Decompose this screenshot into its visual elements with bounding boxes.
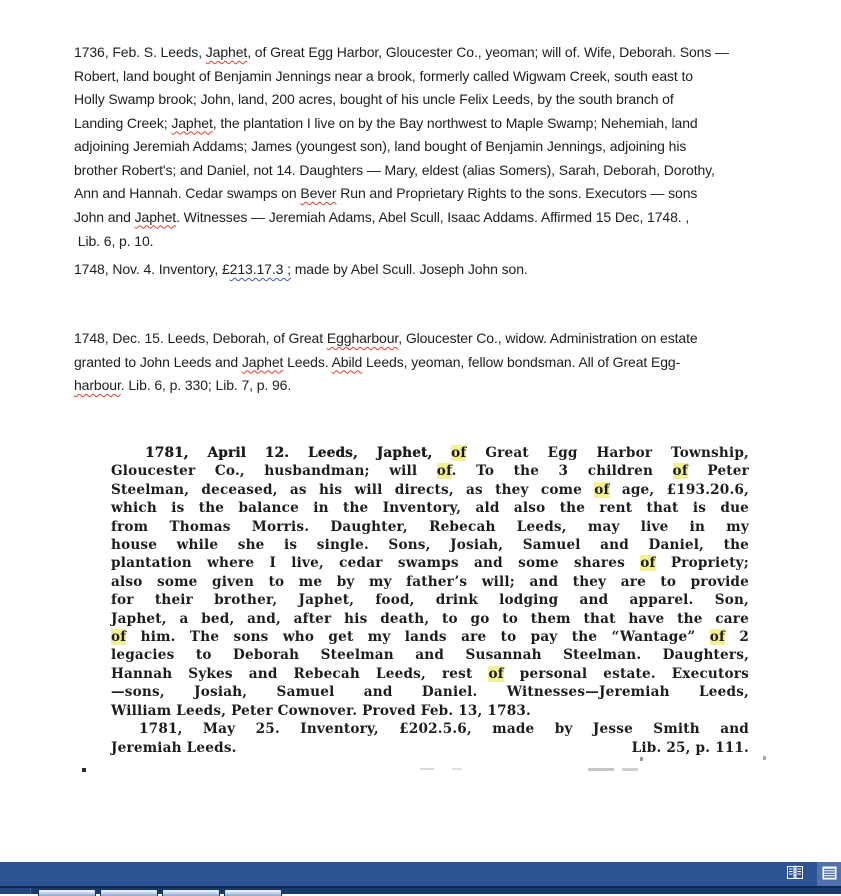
search-hit-of: of: [436, 463, 452, 480]
document-text-line: [74, 41, 774, 65]
text-run: Lib. 6, p. 10.: [74, 233, 154, 249]
entry-1736-will: [74, 41, 774, 229]
document-text-line: [74, 182, 774, 206]
text-run: Robert, land bought of Benjamin Jennings near a brook, formerly called Wigwam Creek, south east to: [74, 67, 693, 84]
entry-lib-ref: [74, 230, 774, 254]
text-run: —sons, Josiah, Samuel and Daniel. Witnesses—Jeremiah Leeds,: [111, 684, 749, 701]
taskbar-button[interactable]: [162, 889, 220, 896]
document-text-line: [74, 374, 774, 398]
text-run: granted to John Leeds and: [74, 353, 242, 370]
taskbar: [0, 888, 841, 894]
scan-text-line: [111, 536, 749, 554]
text-run: adjoining Jeremiah Addams; James (youngest son), land bought of Benjamin Jennings, adjoining his: [74, 138, 687, 154]
text-run: . To the 3 children: [451, 463, 673, 480]
scan-text-line: [111, 518, 749, 536]
text-run: Ann and Hannah. Cedar swamps on: [74, 185, 301, 201]
text-run: also some given to me by my father’s will; and they are to provide: [111, 573, 749, 590]
scanned-book-excerpt[interactable]: [111, 444, 749, 757]
text-run: personal estate. Executors: [503, 665, 749, 682]
entry-1748-administration: [74, 327, 774, 398]
text-run: 1781, April 12.: [145, 445, 308, 461]
search-hit-of: of: [451, 445, 467, 461]
text-run: Gloucester Co., husbandman; will: [111, 463, 437, 480]
scan-text-line: [111, 554, 749, 572]
text-run: Leeds.: [283, 353, 332, 370]
text-run: 1781, May 25. Inventory, £202.5.6, made by Jesse Smith and: [139, 721, 749, 738]
scan-line-left: [111, 739, 237, 757]
text-run: 1748, Dec. 15. Leeds, Deborah, of Great: [74, 330, 327, 346]
spellcheck-flagged-word: Eggharbour: [326, 330, 399, 346]
spellcheck-flagged-word: Japhet: [171, 114, 213, 131]
taskbar-button[interactable]: [38, 889, 96, 896]
text-run: Jeremiah Leeds.: [111, 739, 237, 756]
scan-speck: [588, 768, 614, 771]
scan-speck: [452, 768, 462, 770]
scan-text-line: [111, 610, 749, 628]
search-hit-of: of: [709, 629, 726, 646]
text-run: Holly Swamp brook; John, land, 200 acres, bought of his uncle Felix Leeds, by the south branch of: [74, 91, 674, 107]
text-run: Propriety;: [655, 555, 750, 572]
document-text-line: [74, 258, 774, 282]
entry-1748-inventory: [74, 258, 774, 282]
text-run: 2: [725, 629, 749, 646]
scan-text-line: [111, 665, 749, 683]
document-text-line: [74, 206, 774, 230]
reading-view-button[interactable]: [782, 864, 808, 884]
text-run: Lib. 25, p. 111.: [631, 739, 749, 756]
document-text-line: [74, 112, 774, 136]
spellcheck-flagged-word: Bever: [300, 185, 337, 201]
text-run: . Witnesses — Jeremiah Adams, Abel Scull, Isaac Addams. Affirmed 15 Dec, 1748. ,: [176, 208, 690, 225]
text-run: Great Egg Harbor Township,: [466, 445, 749, 461]
text-run: brother Robert's; and Daniel, not 14. Daughters — Mary, eldest (alias Somers), Sarah, Deborah, Dorothy,: [74, 161, 715, 178]
spellcheck-flagged-word: harbour: [74, 377, 121, 393]
text-run: Hannah Sykes and Rebecah Leeds, rest: [111, 665, 489, 682]
text-run: 1748, Nov. 4. Inventory, £: [74, 261, 230, 277]
search-hit-of: of: [488, 665, 504, 682]
text-run: him. The sons who get my lands are to pay the “Wantage”: [126, 629, 710, 646]
spellcheck-flagged-word: Japhet: [205, 44, 248, 60]
search-hit-of: of: [672, 463, 688, 480]
text-run: John and: [74, 208, 135, 225]
scan-speck: [640, 757, 643, 761]
search-hit-of: of: [640, 555, 656, 572]
document-text-line: [74, 327, 774, 351]
text-run: 1736, Feb. S. Leeds,: [74, 44, 206, 60]
text-run: for their brother, Japhet, food, drink lodging and apparel. Son,: [111, 592, 749, 609]
scan-text-line: [111, 462, 749, 480]
scan-text-line: [111, 591, 749, 609]
scan-speck: [622, 768, 638, 771]
taskbar-button[interactable]: [100, 889, 158, 896]
text-run: Steelman, deceased, as his will directs, as they come: [111, 481, 595, 498]
layout-view-icon: [822, 866, 837, 883]
scan-speck: [763, 756, 766, 760]
document-text-line: [74, 135, 774, 159]
spellcheck-flagged-word: Japhet: [241, 353, 284, 370]
text-run: legacies to Deborah Steelman and Susannah Steelman. Daughters,: [111, 647, 749, 664]
text-run: Leeds, yeoman, fellow bondsman. All of Great Egg-: [362, 353, 681, 370]
document-text-line: [74, 65, 774, 89]
text-run: plantation where I live, cedar swamps and some shares: [111, 555, 641, 572]
text-run: made by Abel Scull. Joseph John son.: [290, 261, 528, 277]
text-run: Run and Proprietary Rights to the sons. Executors — sons: [336, 185, 698, 201]
text-run: , the plantation I live on by the Bay northwest to Maple Swamp; Nehemiah, land: [212, 114, 698, 131]
scan-text-line: [111, 739, 749, 757]
status-bar: [0, 862, 841, 886]
search-hit-of: of: [594, 481, 610, 498]
text-run: age, £193.20.6,: [609, 481, 749, 498]
text-run: Leeds, Japhet,: [307, 445, 452, 461]
text-run: Japhet, a bed, and, after his death, to go to them that have the care: [111, 610, 749, 627]
search-hit-of: of: [111, 629, 127, 646]
text-run: , Gloucester Co., widow. Administration on estate: [398, 330, 698, 346]
text-run: house while she is single. Sons, Josiah, Samuel and Daniel, the: [111, 537, 749, 554]
document-text-line: [74, 351, 774, 375]
spellcheck-flagged-word: Japhet: [134, 208, 177, 225]
scan-text-line: [111, 573, 749, 591]
document-text-line: [74, 159, 774, 183]
text-run: , of Great Egg Harbor, Gloucester Co., yeoman; will of. Wife, Deborah. Sons —: [247, 44, 729, 60]
taskbar-left-stub[interactable]: [0, 888, 31, 894]
scan-speck: [82, 768, 86, 772]
text-run: from Thomas Morris. Daughter, Rebecah Leeds, may live in my: [111, 518, 749, 535]
document-text-line: [74, 88, 774, 112]
document-text-line: [74, 230, 774, 254]
text-run: Landing Creek;: [74, 114, 172, 131]
scan-text-line: [111, 702, 749, 720]
text-run: William Leeds, Peter Cownover. Proved Feb. 13, 1783.: [111, 702, 531, 719]
text-run: . Lib. 6, p. 330; Lib. 7, p. 96.: [120, 377, 292, 393]
scan-text-line: [111, 444, 749, 462]
scan-text-line: [111, 720, 749, 738]
scan-text-line: [111, 628, 749, 646]
text-run: Peter: [687, 463, 749, 480]
taskbar-button[interactable]: [224, 889, 282, 896]
reading-view-icon: [786, 865, 804, 883]
layout-view-button-selected[interactable]: [817, 862, 841, 886]
scan-speck: [420, 768, 434, 770]
text-run: which is the balance in the Inventory, ald also the rent that is due: [111, 500, 749, 517]
scan-text-line: [111, 646, 749, 664]
spellcheck-flagged-word: 213.17.3 ;: [229, 261, 291, 277]
spellcheck-flagged-word: Abild: [331, 353, 363, 370]
scan-text-line: [111, 499, 749, 517]
scan-text-line: [111, 683, 749, 701]
scan-line-right: [632, 739, 749, 757]
scan-text-line: [111, 481, 749, 499]
